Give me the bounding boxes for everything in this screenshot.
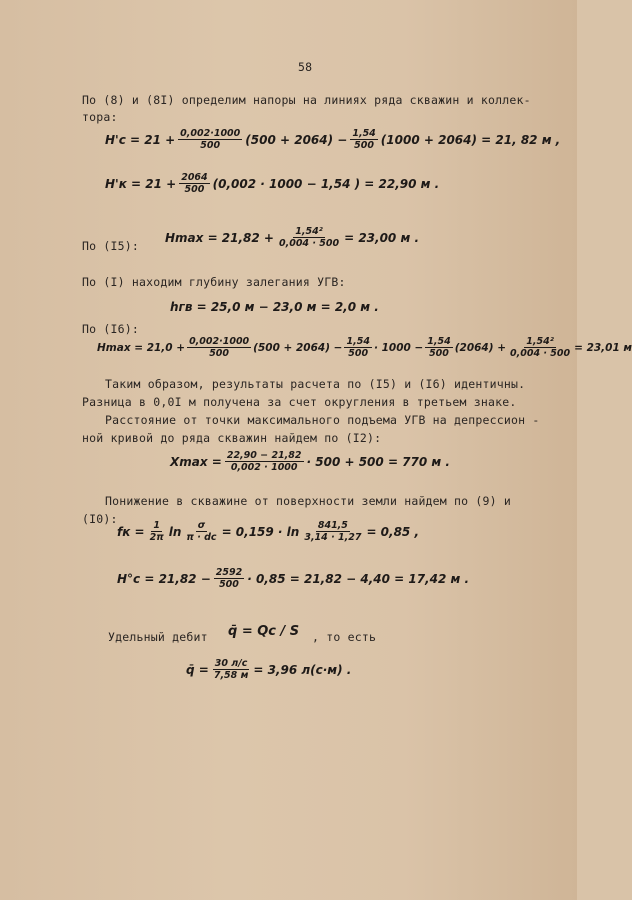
paragraph-line: По (I6):: [82, 322, 139, 336]
formula-part: q̄ =: [186, 662, 209, 677]
formula-part: H°c = 21,82 −: [117, 571, 211, 586]
paragraph-line: Расстояние от точки максимального подъема УГВ на депрессион -: [105, 413, 540, 427]
formula-q: [186, 658, 351, 681]
fraction: $\frac{\sigma}{\pi \cdot dc}$: [186, 520, 217, 543]
formula-part: hгв = 25,0 м − 23,0 м = 2,0 м .: [170, 300, 379, 314]
formula-part: (500 + 2064) −: [245, 132, 348, 147]
paragraph-line: Понижение в скважине от поверхности земли найдем по (9) и: [105, 494, 512, 508]
fraction: $\frac{1,54}{500}$: [352, 128, 376, 151]
formula-part: H'c = 21 +: [105, 132, 176, 147]
formula-hc-prime: [105, 128, 560, 151]
paragraph-line: , то есть: [312, 630, 377, 644]
formula-hc-zero: [117, 567, 469, 590]
formula-hmax-16: [97, 336, 632, 359]
formula-hmax-15: [165, 226, 419, 249]
fraction: $\frac{0,002\cdot 1000}{500}$: [189, 336, 250, 359]
formula-part: H'к = 21 +: [105, 176, 177, 191]
fraction: $\frac{30 л/с}{7,58 м}$: [213, 658, 249, 681]
formula-part: = 23,01 м: [574, 341, 632, 354]
fraction: $\frac{22,90 - 21,82}{0,002 \cdot 1000}$: [226, 450, 302, 473]
formula-part: q̄ = Qc / S: [228, 624, 300, 639]
paragraph-line: ной кривой до ряда скважин найдем по (I2):: [82, 431, 382, 445]
formula-part: Hmax = 21,82 +: [165, 230, 274, 245]
formula-part: (0,002 · 1000 − 1,54 ) = 22,90 м .: [212, 176, 440, 191]
paragraph-line: По (I5):: [82, 239, 139, 253]
formula-part: (2064) +: [454, 341, 506, 354]
paragraph-line: По (I) находим глубину залегания УГВ:: [82, 275, 346, 289]
fraction: $\frac{841,5}{3,14 \cdot 1,27}$: [304, 520, 362, 543]
formula-part: Hmax = 21,0 +: [97, 341, 186, 354]
formula-part: = 3,96 л(с·м) .: [253, 662, 352, 677]
formula-part: Xmax =: [170, 454, 222, 469]
paragraph-line: Таким образом, результаты расчета по (I5) и (I6) идентичны.: [105, 377, 526, 391]
paragraph-line: Разница в 0,0I м получена за счет округления в третьем знаке.: [82, 395, 517, 409]
formula-xmax: [170, 450, 450, 473]
formula-fk: [117, 520, 419, 543]
paragraph-line: тора:: [82, 110, 118, 124]
formula-hgv: [170, 300, 379, 314]
fraction: $\frac{\text{1,54²}}{0,004 \cdot 500}$: [510, 336, 571, 359]
fraction: $\frac{2592}{500}$: [215, 567, 243, 590]
page-number: 58: [298, 60, 313, 74]
fraction: $\frac{\text{1,54²}}{0,004 \cdot 500}$: [278, 226, 340, 249]
formula-part: = 23,00 м .: [344, 230, 420, 245]
formula-q-definition: [228, 624, 299, 639]
fraction: $\frac{1}{2\pi}$: [149, 520, 164, 543]
formula-part: · 1000 −: [373, 341, 424, 354]
formula-part: · 500 + 500 = 770 м .: [306, 454, 450, 469]
formula-part: (1000 + 2064) = 21, 82 м ,: [380, 132, 561, 147]
paragraph-line: По (8) и (8I) определим напоры на линиях ряда скважин и коллек-: [82, 93, 531, 107]
paragraph-line: (I0):: [82, 512, 118, 526]
formula-part: = 0,159 · ln: [221, 524, 300, 539]
formula-part: ln: [168, 524, 182, 539]
fraction: $\frac{0,002\cdot 1000}{500}$: [180, 128, 241, 151]
fraction: $\frac{1,54}{500}$: [427, 336, 451, 359]
formula-part: · 0,85 = 21,82 − 4,40 = 17,42 м .: [247, 571, 470, 586]
formula-hk-prime: [105, 172, 439, 195]
formula-part: = 0,85 ,: [366, 524, 420, 539]
formula-part: (500 + 2064) −: [253, 341, 343, 354]
fraction: $\frac{1,54}{500}$: [346, 336, 370, 359]
paragraph-line: Удельный дебит: [108, 630, 208, 644]
formula-part: fк =: [117, 524, 145, 539]
fraction: $\frac{2064}{500}$: [181, 172, 208, 195]
